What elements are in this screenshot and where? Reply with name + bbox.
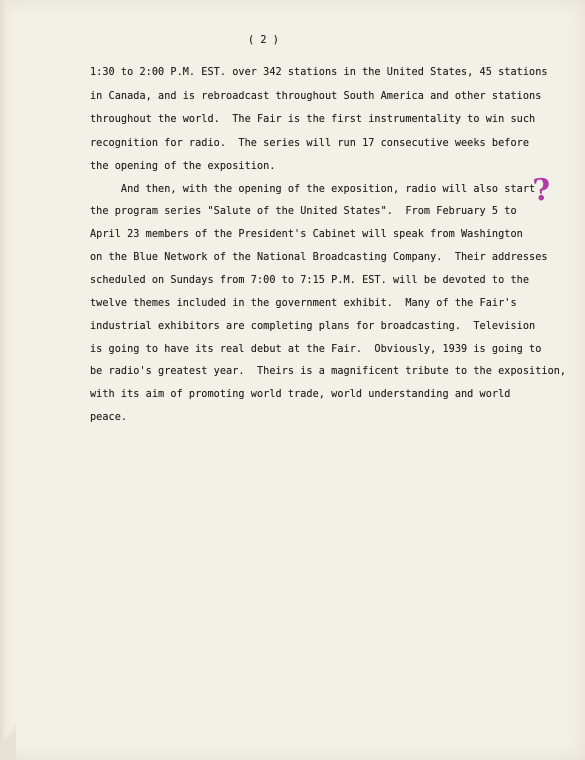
page-corner-fold (0, 710, 16, 760)
text-line-2: in Canada, and is rebroadcast throughout South America and other stations (90, 91, 542, 102)
text-line-6: And then, with the opening of the exposition, radio will also start (90, 184, 536, 195)
text-line-5: the opening of the exposition. (90, 161, 276, 172)
text-line-13: is going to have its real debut at the Fair. Obviously, 1939 is going to (90, 344, 542, 355)
text-line-7: the program series "Salute of the United States". From February 5 to (90, 206, 517, 217)
text-line-11: twelve themes included in the government exhibit. Many of the Fair's (90, 298, 517, 309)
text-line-9: on the Blue Network of the National Broadcasting Company. Their addresses (90, 252, 548, 263)
page-number: ( 2 ) (248, 35, 279, 46)
handwritten-question-mark: ? (531, 172, 552, 209)
text-line-14: be radio's greatest year. Theirs is a magnificent tribute to the exposition, (90, 366, 567, 377)
text-line-12: industrial exhibitors are completing plans for broadcasting. Television (90, 321, 536, 332)
text-line-16: peace. (90, 412, 128, 423)
text-line-15: with its aim of promoting world trade, world understanding and world (90, 389, 511, 400)
text-line-8: April 23 members of the President's Cabinet will speak from Washington (90, 229, 523, 240)
text-line-10: scheduled on Sundays from 7:00 to 7:15 P.M. EST. will be devoted to the (90, 275, 530, 286)
text-line-4: recognition for radio. The series will run 17 consecutive weeks before (90, 138, 530, 149)
text-line-3: throughout the world. The Fair is the first instrumentality to win such (90, 114, 536, 125)
page-edge-shadow (0, 0, 6, 760)
text-line-1: 1:30 to 2:00 P.M. EST. over 342 stations in the United States, 45 stations (90, 67, 548, 78)
